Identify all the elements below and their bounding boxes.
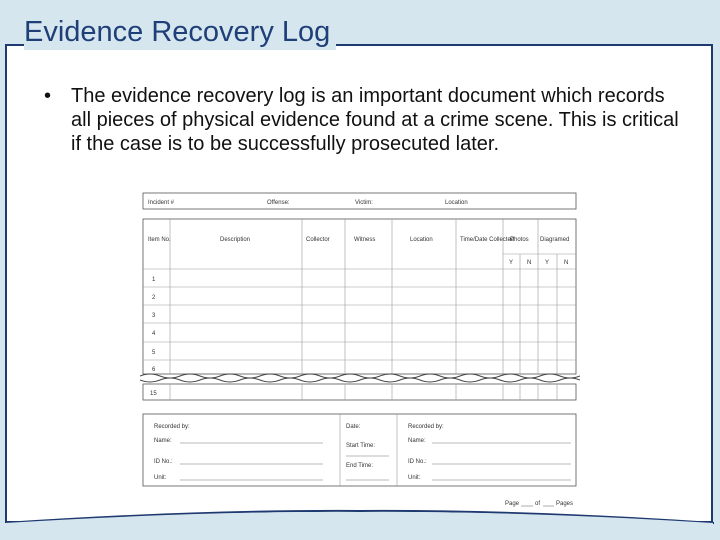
row-number: 15	[150, 391, 157, 397]
bullet-text: The evidence recovery log is an important document which records all pieces of physical evidence found at a crime scene. This is critical if the case is to be successfully prosecuted later.	[71, 85, 679, 155]
footer-recorded-by-2: Recorded by:	[408, 424, 444, 430]
column-diagramed: Diagramed	[540, 237, 570, 243]
footer-recorded-by: Recorded by:	[154, 424, 190, 430]
column-witness: Witness	[354, 237, 376, 243]
header-field-location: Location	[445, 200, 468, 206]
evidence-log-form	[140, 192, 580, 510]
row-number: 5	[152, 350, 156, 356]
photos-n: N	[527, 260, 532, 266]
footer-end-time: End Time:	[346, 463, 374, 469]
header-field-incident: Incident #	[148, 200, 175, 206]
bullet-dot-icon: •	[44, 85, 52, 107]
page-count-of: of	[535, 501, 541, 507]
row-number: 6	[152, 367, 156, 373]
column-time-date-collected: Time/Date Collected	[460, 237, 515, 243]
footer-name: Name:	[154, 438, 172, 444]
bullet-item	[44, 84, 684, 156]
footer-id-no: ID No.:	[154, 459, 173, 465]
column-photos: Photos	[510, 237, 529, 243]
photos-y: Y	[509, 260, 514, 266]
bottom-wave-decoration	[0, 508, 720, 540]
diagramed-n: N	[564, 260, 569, 266]
row-number: 3	[152, 313, 156, 319]
footer-start-time: Start Time:	[346, 443, 376, 449]
header-field-offense: Offense:	[267, 200, 290, 206]
torn-edge	[140, 374, 580, 378]
header-field-victim: Victim:	[355, 200, 373, 206]
footer-unit: Unit:	[154, 475, 167, 481]
footer-name-2: Name:	[408, 438, 426, 444]
row-number: 1	[152, 277, 156, 283]
column-description: Description	[220, 237, 251, 243]
column-location: Location	[410, 237, 433, 243]
footer-unit-2: Unit:	[408, 475, 421, 481]
column-collector: Collector	[306, 237, 330, 243]
diagramed-y: Y	[545, 260, 550, 266]
slide-title: Evidence Recovery Log	[24, 14, 336, 50]
footer-id-no-2: ID No.:	[408, 459, 427, 465]
row-number: 2	[152, 295, 156, 301]
page-count-prefix: Page	[505, 501, 520, 507]
page-count-suffix: Pages	[556, 501, 574, 507]
footer-date: Date:	[346, 424, 361, 430]
column-item-no: Item No.	[148, 237, 171, 243]
row-number: 4	[152, 331, 156, 337]
